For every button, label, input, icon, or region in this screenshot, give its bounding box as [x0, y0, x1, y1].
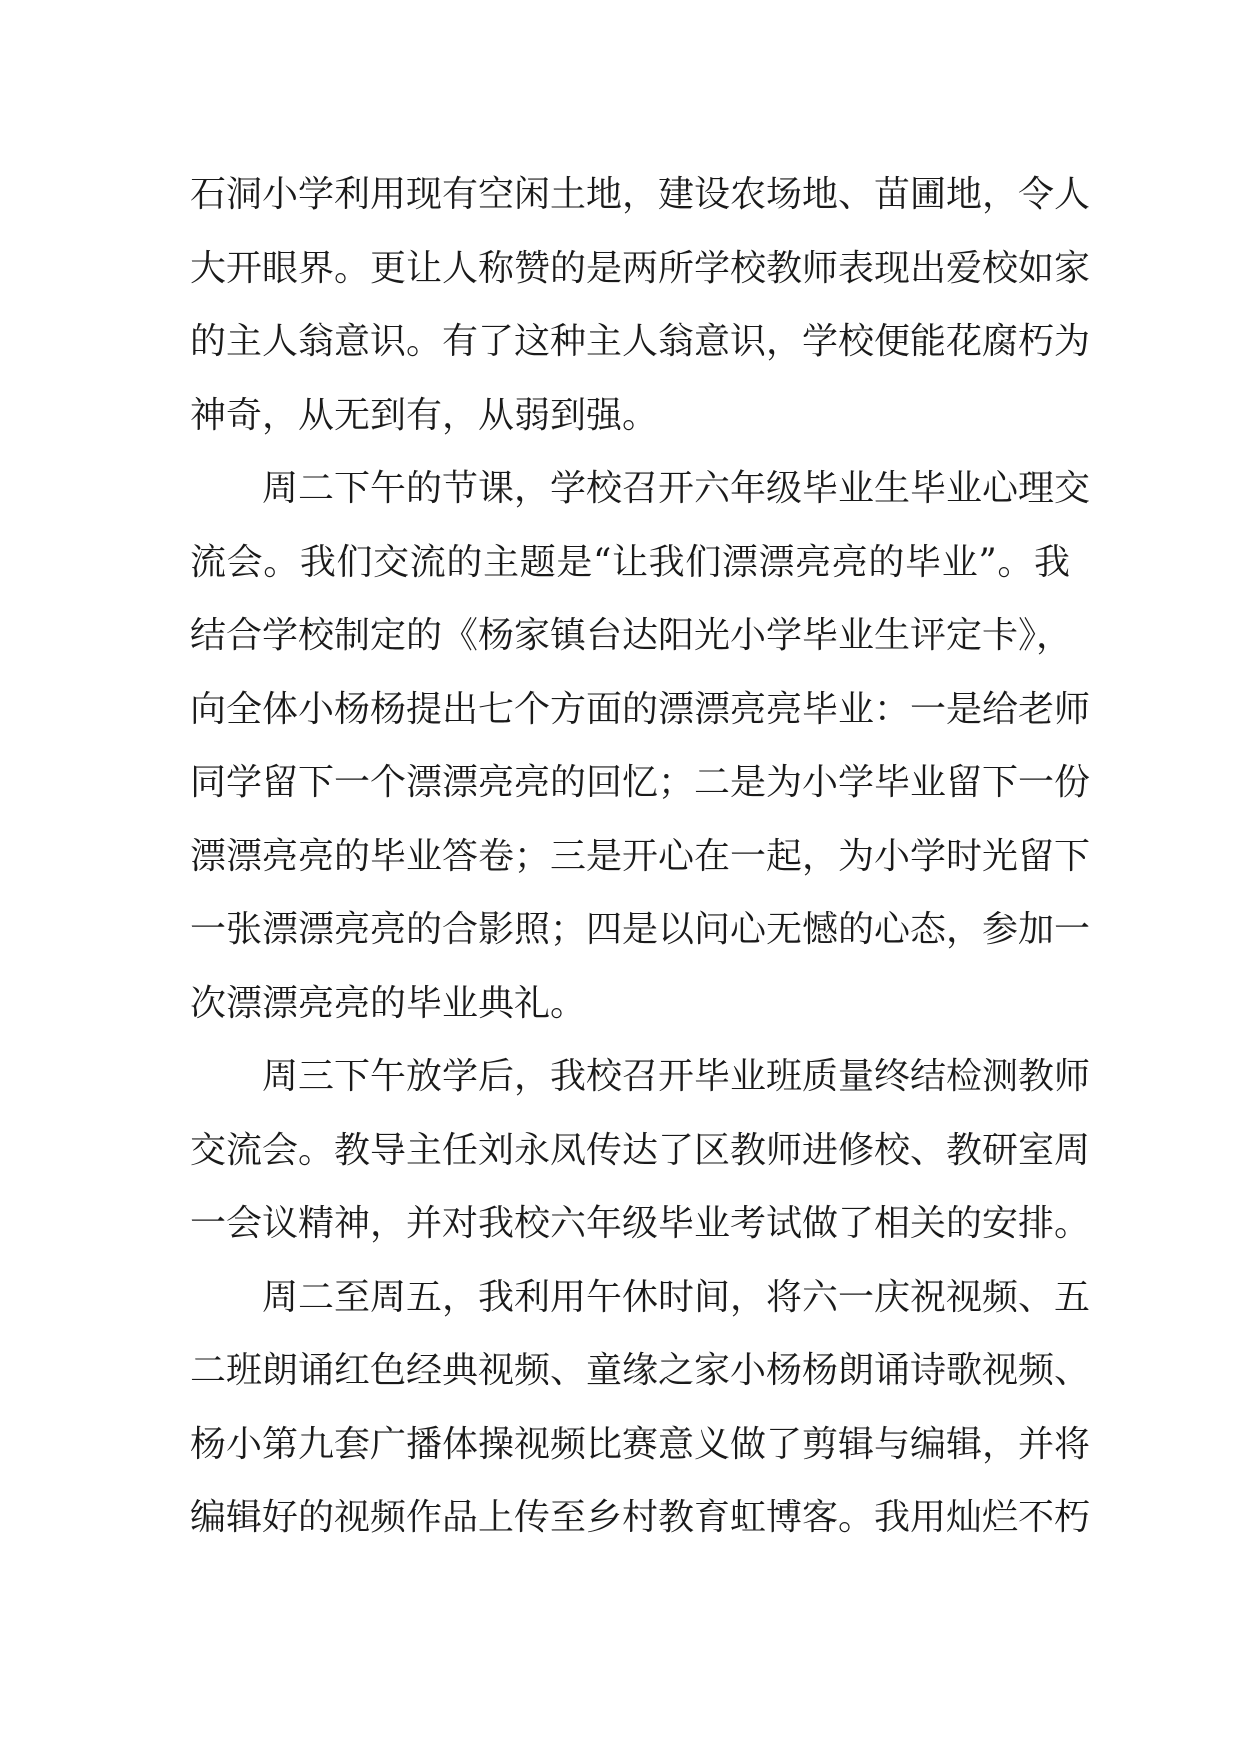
text-line: 流会。我们交流的主题是“让我们漂漂亮亮的毕业”。我: [190, 541, 1070, 583]
text-line: 二班朗诵红色经典视频、童缘之家小杨杨朗诵诗歌视频、: [190, 1350, 1091, 1391]
paragraph-start-line: 周三下午放学后，我校召开毕业班质量终结检测教师: [262, 1056, 1091, 1097]
paragraph-start-line: 周二至周五，我利用午休时间，将六一庆祝视频、五: [262, 1276, 1091, 1318]
text-line: 编辑好的视频作品上传至乡村教育虹博客。我用灿烂不朽: [190, 1497, 1091, 1538]
text-line: 神奇，从无到有，从弱到强。: [190, 394, 659, 436]
text-line: 大开眼界。更让人称赞的是两所学校教师表现出爱校如家: [190, 247, 1091, 289]
paragraph-start-line: 周二下午的节课，学校召开六年级毕业生毕业心理交: [262, 468, 1091, 509]
text-line: 交流会。教导主任刘永凤传达了区教师进修校、教研室周: [190, 1129, 1091, 1171]
text-line: 漂漂亮亮的毕业答卷；三是开心在一起，为小学时光留下: [190, 835, 1091, 877]
body-text: [190, 158, 1091, 1555]
text-line: 一张漂漂亮亮的合影照；四是以问心无憾的心态，参加一: [190, 909, 1091, 950]
text-line: 一会议精神，并对我校六年级毕业考试做了相关的安排。: [190, 1203, 1091, 1244]
text-line: 次漂漂亮亮的毕业典礼。: [190, 982, 587, 1024]
text-line: 的主人翁意识。有了这种主人翁意识，学校便能花腐朽为: [190, 321, 1091, 362]
text-line: 向全体小杨杨提出七个方面的漂漂亮亮毕业：一是给老师: [190, 688, 1091, 730]
text-line: 同学留下一个漂漂亮亮的回忆；二是为小学毕业留下一份: [190, 762, 1091, 803]
text-line: 石洞小学利用现有空闲土地，建设农场地、苗圃地，令人: [190, 174, 1091, 215]
text-line: 杨小第九套广播体操视频比赛意义做了剪辑与编辑，并将: [190, 1423, 1091, 1465]
text-line: 结合学校制定的《杨家镇台达阳光小学毕业生评定卡》，: [190, 615, 1073, 656]
